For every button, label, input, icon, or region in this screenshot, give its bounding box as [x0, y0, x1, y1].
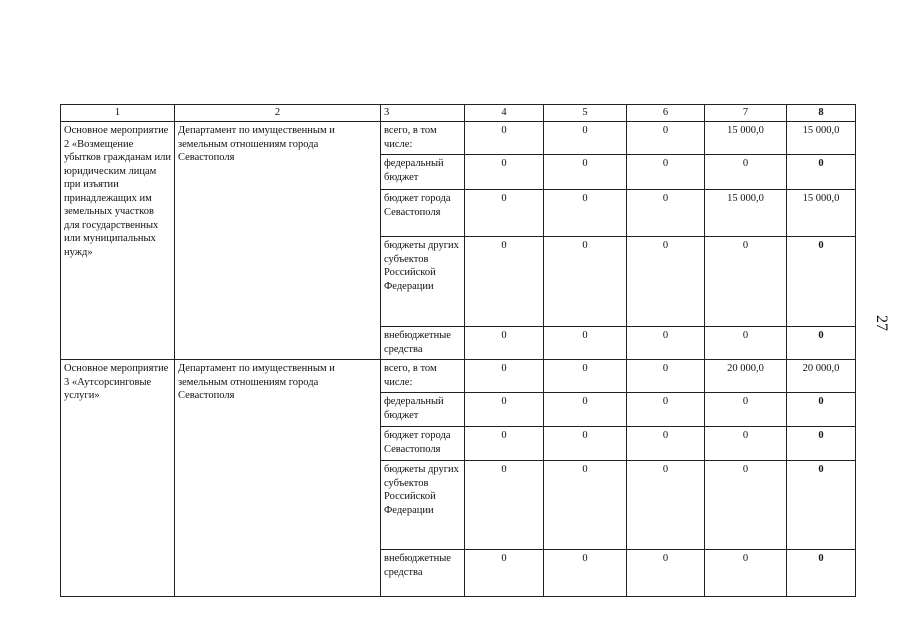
value-cell: 0 [787, 427, 856, 461]
value-cell: 0 [465, 461, 544, 550]
value-cell: 0 [465, 155, 544, 190]
table-body [61, 122, 856, 597]
value-cell: 0 [627, 190, 705, 237]
source-cell: федеральный бюджет [381, 393, 465, 427]
value-cell: 0 [705, 427, 787, 461]
value-cell: 0 [465, 122, 544, 155]
value-cell: 15 000,0 [787, 122, 856, 155]
table-row [61, 360, 856, 393]
value-cell: 0 [465, 550, 544, 597]
event-executor-cell: Департамент по имущественным и земельным отношениям города Севастополя [175, 360, 381, 597]
value-cell: 0 [465, 190, 544, 237]
value-cell: 0 [465, 327, 544, 360]
value-cell: 0 [787, 155, 856, 190]
value-cell: 0 [787, 393, 856, 427]
header-col-5: 5 [544, 105, 627, 122]
value-cell: 0 [787, 237, 856, 327]
value-cell: 0 [544, 393, 627, 427]
value-cell: 0 [627, 461, 705, 550]
event-name-cell: Основное мероприятие 3 «Аутсорсинговые услуги» [61, 360, 175, 597]
value-cell: 0 [544, 122, 627, 155]
value-cell: 0 [627, 360, 705, 393]
value-cell: 0 [627, 427, 705, 461]
value-cell: 0 [465, 237, 544, 327]
header-col-3: 3 [381, 105, 465, 122]
value-cell: 0 [544, 360, 627, 393]
value-cell: 0 [465, 427, 544, 461]
value-cell: 0 [544, 550, 627, 597]
value-cell: 0 [544, 427, 627, 461]
event-executor-cell: Департамент по имущественным и земельным отношениям города Севастополя [175, 122, 381, 360]
value-cell: 0 [705, 327, 787, 360]
value-cell: 0 [465, 360, 544, 393]
value-cell: 0 [627, 122, 705, 155]
header-row [61, 105, 856, 122]
value-cell: 0 [465, 393, 544, 427]
value-cell: 0 [544, 237, 627, 327]
header-col-8: 8 [787, 105, 856, 122]
header-col-7: 7 [705, 105, 787, 122]
value-cell: 0 [787, 327, 856, 360]
source-cell: внебюджетные средства [381, 550, 465, 597]
value-cell: 0 [705, 550, 787, 597]
value-cell: 0 [627, 550, 705, 597]
value-cell: 0 [544, 190, 627, 237]
source-cell: внебюджетные средства [381, 327, 465, 360]
source-cell: всего, в том числе: [381, 122, 465, 155]
source-cell: бюджеты других субъектов Российской Федерации [381, 461, 465, 550]
header-col-2: 2 [175, 105, 381, 122]
header-col-1: 1 [61, 105, 175, 122]
source-cell: федеральный бюджет [381, 155, 465, 190]
value-cell: 20 000,0 [705, 360, 787, 393]
event-name-cell: Основное мероприятие 2 «Возмещение убытков гражданам или юридическим лицам при изъятии принадлежащих им земельных участков для государственных или муниципальных нужд» [61, 122, 175, 360]
table-header [61, 105, 856, 122]
value-cell: 15 000,0 [787, 190, 856, 237]
value-cell: 0 [705, 237, 787, 327]
value-cell: 0 [705, 461, 787, 550]
value-cell: 15 000,0 [705, 190, 787, 237]
value-cell: 0 [627, 393, 705, 427]
value-cell: 0 [544, 461, 627, 550]
value-cell: 0 [787, 550, 856, 597]
value-cell: 20 000,0 [787, 360, 856, 393]
value-cell: 0 [787, 461, 856, 550]
value-cell: 0 [627, 327, 705, 360]
value-cell: 0 [627, 237, 705, 327]
value-cell: 15 000,0 [705, 122, 787, 155]
source-cell: бюджет города Севастополя [381, 190, 465, 237]
budget-table [60, 104, 856, 597]
header-col-6: 6 [627, 105, 705, 122]
value-cell: 0 [544, 327, 627, 360]
source-cell: бюджеты других субъектов Российской Федерации [381, 237, 465, 327]
value-cell: 0 [627, 155, 705, 190]
table-row [61, 122, 856, 155]
value-cell: 0 [544, 155, 627, 190]
header-col-4: 4 [465, 105, 544, 122]
value-cell: 0 [705, 155, 787, 190]
value-cell: 0 [705, 393, 787, 427]
source-cell: бюджет города Севастополя [381, 427, 465, 461]
source-cell: всего, в том числе: [381, 360, 465, 393]
page-number: 27 [873, 315, 890, 331]
